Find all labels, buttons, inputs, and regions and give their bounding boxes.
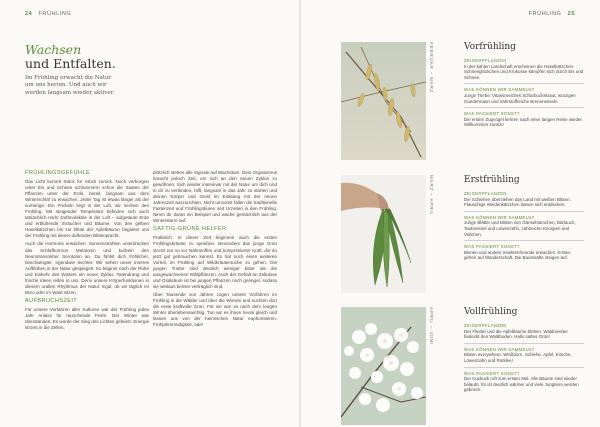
hand-holding-leaves-photo	[341, 175, 426, 293]
left-running-head: FRÜHLING	[38, 11, 72, 17]
section-label: ZEIGERPFLANZEN	[464, 323, 507, 328]
section-heading-fruehlingsgefuehle: FRÜHLINGSGEFÜHLE	[25, 170, 91, 176]
divider	[464, 211, 584, 212]
section-vorfruehling	[464, 42, 584, 131]
body-paragraph: Das Licht kommt Stück für Stück zurück. Noch verborgen unter Eis und Schnee schlummern schon die Saaten der Pflanzen unter der Erde, bereit, langsam aus dem Winterschlaf zu erwachen. Jeder Tag ist etwas länger als der vorherige. Ein Prickeln liegt in der Luft, wir riechen den Frühling. Mit steigender Temperatur befinden sich auch tatsächlich mehr Duftmoleküle in der Luft – aufgetaute Erde und erblühende Sträucher und Bäume. Von den gelben Haselkätzchen bis zur Blüte der Apfelbäume begleitet uns der Frühling mit dieser duftenden Blütenpracht.	[25, 179, 149, 239]
left-page	[0, 0, 299, 427]
section-label: WAS KÖNNEN WIR SAMMELN?	[464, 346, 535, 352]
section-text: Die Schlehen überziehen das Land mit weißen Blüten. Flauschige Weidenkätzchen lassen sich entdecken.	[464, 196, 571, 208]
body-paragraph: Auch die Hormone erwachen: Sonnenstrahlen unterdrücken das Schlafhormon Melatonin und kurbeln den Neurotransmitter Serotonin an. Du fühlst dich fröhlicher, beschwingter. Irgendwie leichter. Wir sehen unser inneres Aufblühen in der Natur gespiegelt. So beginnt nach der Ruhe und Einkehr des Winters ein neuer Zyklus. Tatendrang und frische Ideen reifen in uns. Denn unsere Körperfunktionen in diesem uralten Rhythmus der Natur. Egal, ob wir täglich im Büro oder im Wald sitzen.	[25, 241, 149, 295]
right-page-number: 25	[567, 11, 575, 17]
month-range-label: FEBRUAR – MÄRZ	[429, 42, 434, 94]
section-text: Blüten everywhere: Weißdorn, Schlehe, Apfel, Kirsche, Löwenzahn und Rotklee!	[464, 352, 572, 363]
section-erstfruehling	[464, 175, 584, 264]
section-text: Junge Blätter und Blüten von Gänseblümchen, Bärlauch, Taubnessel und Löwenzahn, zahlreiche Knospen und Veilchen.	[464, 220, 576, 237]
section-heading-aufbruchszeit: AUFBRUCHSZEIT	[25, 297, 78, 304]
section-vollfruehling	[464, 307, 584, 396]
divider	[464, 367, 584, 368]
blossoming-tree-photo	[341, 307, 426, 425]
section-title: Vollfrühling	[464, 307, 518, 317]
section-label: WAS PASSIERT SONST?	[464, 244, 520, 250]
right-folio	[529, 11, 575, 17]
body-paragraph: Praktisch: In dieser Zeit beginnen auch die ersten Frühlingskräuter zu sprießen. Besonders das junge Grün strotzt nur so vor Nährstoffen und komprimierter Kraft, die du jetzt gut gebrauchen kannst. Es hat noch einen weiteren Vorteil, im Frühling auf Wildkräutersuche zu gehen. Die jungen Triebe sind deutlich weniger bitter als die ausgewachsenen Wildpflanzen. Auch der Gehalt an Zellulose und Oxalsäure ist bei jungen Pflanzen noch geringer, sodass sie weitaus besser verträglich sind.	[153, 235, 277, 289]
month-range-label: MÄRZ – APRIL	[429, 175, 434, 216]
divider	[464, 343, 584, 344]
chapter-intro: Im Frühling erwacht die Natur um uns herum. Und auch wir werden langsam wieder aktiver.	[25, 75, 115, 96]
section-label: ZEIGERPFLANZEN	[464, 191, 507, 196]
section-heading-saftig-gruene-helfer: SAFTIG-GRÜNE HELFER	[153, 226, 227, 233]
left-page-number: 24	[25, 11, 33, 17]
chapter-title-italic: Wachsen	[25, 42, 82, 57]
section-text: Der Kuckuck ruft zum ersten Mal. Alle Bäume sind wieder belaubt. Es ist deutlich wärmer und viele Jungtiere werden geboren.	[464, 376, 579, 393]
right-running-head: FRÜHLING	[528, 11, 562, 17]
chapter-title: und Entfalten.	[25, 56, 116, 71]
section-text: Die ersten Zugvögel kehren nach einer langen Reise wieder. Willkommen zurück!	[464, 116, 583, 128]
month-range-label: APRIL – JUNI	[429, 307, 434, 346]
hazel-catkins-photo	[341, 42, 426, 160]
section-text: Junge Triebe: Vitaminreiches Scharbockskraut, würzigen Gundermann und nährstoffreiche Brennnesseln.	[464, 92, 576, 104]
section-label: WAS KÖNNEN WIR SAMMELN?	[464, 214, 535, 220]
section-title: Erstfrühling	[464, 175, 520, 185]
body-paragraph: plötzlich stehen alle Signale auf Wachstum. Dein Organismus braucht jedoch Zeit, um sich an den neuen Zyklus zu gewöhnen. Sich wieder intensiver mit der Natur um dich und in dir zu verbinden, hilft, langsam in das Jahr zu starten und deinen Körper und Geist im Einklang mit der neuen Jahreszeit auszurichten. Nicht umsonst fallen die traditionelle Fastenzeit und Frühlingskuren seit Urzeiten in den Frühling. Nimm dir daran ein Beispiel und wache gemächlich aus der Winterstarre auf.	[153, 170, 277, 224]
body-paragraph: Für unsere Vorfahren aller Kulturen war der Frühling jedes Jahr Anlass für rauschende Feste: Der Winter war überstanden. Es wurde der Sieg des Lichtes gefeiert. Energie strömt in die Zellen,	[25, 306, 149, 331]
divider	[464, 107, 584, 108]
divider	[464, 240, 584, 241]
body-paragraph: Über Tausende von Jahren zogen unsere Vorfahren im Frühling in die Wälder und über die Wiesen und suchten dort die erste kraftvolle Grün. Für sie war es nach dem kargen Winter überlebenswichtig. Tun wir es ihnen heute gleich und lassen uns von der heimischen Natur euphorisieren. Frühjahrsmüdigkeit, ade!	[153, 291, 277, 328]
divider	[464, 83, 584, 84]
section-text: Bienen und andere Insektenfreunde erwachen. Kröten gehen auf Wanderschaft. Die Baumsäfte steigen auf.	[464, 249, 571, 261]
section-label: WAS PASSIERT SONST?	[464, 111, 520, 117]
section-label: WAS PASSIERT SONST?	[464, 370, 520, 376]
section-text: Der Flieder und die Apfelbäume blühen. Waldmeister bedeckt den Waldboden. Hallo sattes Grün!	[464, 328, 568, 340]
left-folio	[25, 11, 71, 17]
section-text: In der kahlen Landschaft erscheinen die Haselkätzchen. Schneeglöckchen und Krokusse kämpfen sich durch Eis und Schnee.	[464, 63, 584, 80]
body-column-right	[153, 170, 277, 330]
body-column-left	[25, 170, 149, 333]
section-label: ZEIGERPFLANZEN	[464, 58, 507, 63]
section-label: WAS KÖNNEN WIR SAMMELN?	[464, 87, 535, 93]
section-title: Vorfrühling	[464, 42, 516, 52]
